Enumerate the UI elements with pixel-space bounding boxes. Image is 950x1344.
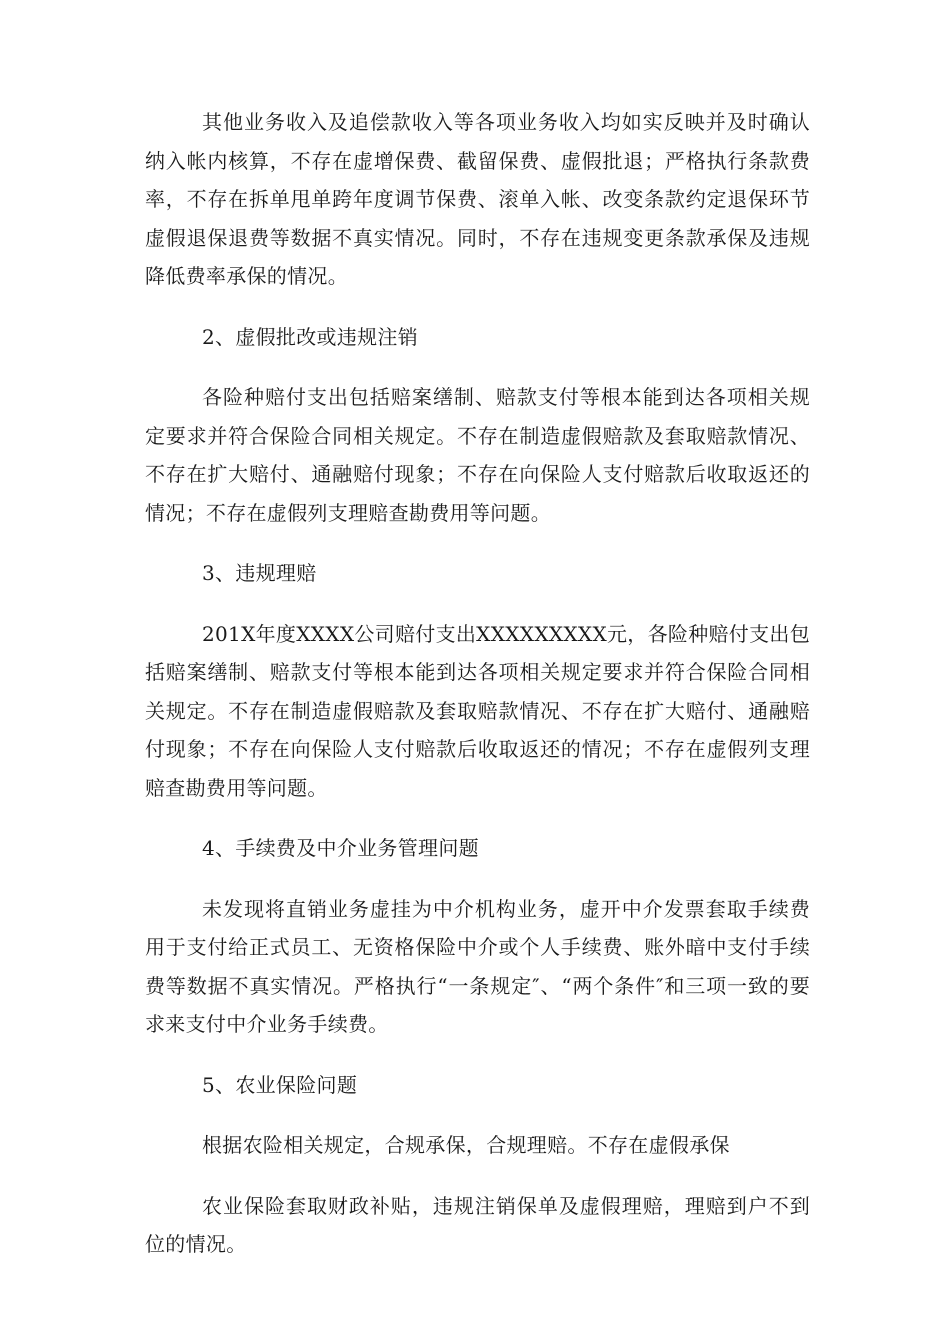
- heading-illegal-claims: 3、违规理赔: [202, 561, 317, 585]
- heading-agricultural-insurance: 5、农业保险问题: [202, 1072, 358, 1097]
- paragraph-claims-payment: 各险种赔付支出包括赔案缮制、赔款支付等根本能到达各项相关规定要求并符合保险合同相关规定。不存在制造虚假赔款及套取赔款情况、不存在扩大赔付、通融赔付现象；不存在向保险人支付赔款后收取返还的情况；不存在虚假列支理赔查勘费用等问题。: [145, 385, 810, 525]
- paragraph-agricultural-rules: 根据农险相关规定，合规承保，合规理赔。不存在虚假承保: [202, 1133, 730, 1157]
- paragraph-income: 其他业务收入及追偿款收入等各项业务收入均如实反映并及时确认纳入帐内核算，不存在虚增保费、截留保费、虚假批退；严格执行条款费率，不存在拆单甩单跨年度调节保费、滚单入帐、改变条款约定退保环节虚假退保退费等数据不真实情况。同时，不存在违规变更条款承保及违规降低费率承保的情况。: [145, 110, 810, 288]
- heading-commission-intermediary: 4、手续费及中介业务管理问题: [202, 836, 479, 860]
- paragraph-intermediary: 未发现将直销业务虚挂为中介机构业务，虚开中介发票套取手续费用于支付给正式员工、无资格保险中介或个人手续费、账外暗中支付手续费等数据不真实情况。严格执行“一条规定″、“两个条件″和三项一致的要求来支付中介业务手续费。: [145, 896, 810, 1036]
- document-page: [145, 103, 810, 1286]
- paragraph-annual-claims: 201X年度XXXX公司赔付支出XXXXXXXXX元，各险种赔付支出包括赔案缮制、赔款支付等根本能到达各项相关规定要求并符合保险合同相关规定。不存在制造虚假赔款及套取赔款情况、不存在扩大赔付、通融赔付现象；不存在向保险人支付赔款后收取返还的情况；不存在虚假列支理赔查勘费用等问题。: [145, 621, 811, 800]
- heading-false-endorsement: 2、虚假批改或违规注销: [202, 324, 419, 349]
- paragraph-agricultural-subsidy: 农业保险套取财政补贴，违规注销保单及虚假理赔，理赔到户不到位的情况。: [145, 1193, 810, 1256]
